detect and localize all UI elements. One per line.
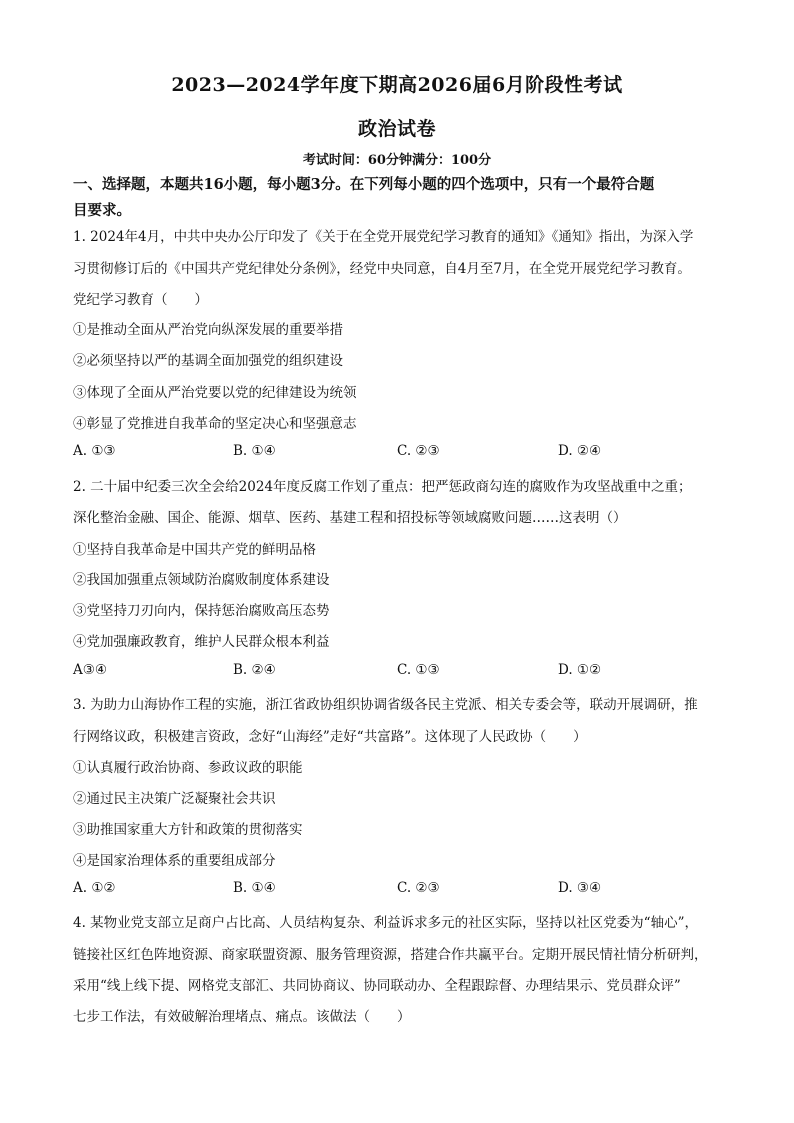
- question-1-statement: ②必须坚持以严的基调全面加强党的组织建设: [73, 353, 343, 369]
- question-3-stem: 3. 为助力山海协作工程的实施，浙江省政协组织协调省级各民主党派、相关专委会等，联动开展调研，推: [73, 697, 698, 713]
- question-2-options: [73, 662, 733, 682]
- question-4-stem: 采用“线上线下提、网格党支部汇、共同协商议、协同联动办、全程跟踪督、办理结果示、党员群众评”: [73, 978, 681, 994]
- question-1-options: [73, 443, 733, 463]
- option-b[interactable]: B. ①④: [233, 443, 276, 459]
- question-3-statement: ②通过民主决策广泛凝聚社会共识: [73, 791, 276, 807]
- question-1-stem: 党纪学习教育（ ）: [73, 292, 208, 308]
- option-d[interactable]: D. ①②: [558, 662, 602, 678]
- question-2-stem: 2. 二十届中纪委三次全会给2024年度反腐工作划了重点：把严惩政商勾连的腐败作为攻坚战重中之重；: [73, 479, 692, 495]
- option-a[interactable]: A. ①②: [73, 880, 116, 896]
- option-c[interactable]: C. ②③: [397, 880, 440, 896]
- exam-title: 2023—2024学年度下期高2026届6月阶段性考试: [171, 74, 623, 96]
- exam-time-info: 考试时间：60分钟满分：100分: [302, 153, 492, 168]
- question-3-statement: ④是国家治理体系的重要组成部分: [73, 853, 276, 869]
- question-2-statement: ①坚持自我革命是中国共产党的鲜明品格: [73, 542, 316, 558]
- question-3-options: [73, 880, 733, 900]
- section-heading-line: 一、选择题，本题共16小题，每小题3分。在下列每小题的四个选项中，只有一个最符合题: [73, 176, 655, 193]
- question-2-statement: ④党加强廉政教育，维护人民群众根本利益: [73, 634, 330, 650]
- option-b[interactable]: B. ①④: [233, 880, 276, 896]
- section-heading-line: 目要求。: [73, 202, 131, 219]
- option-c[interactable]: C. ②③: [397, 443, 440, 459]
- question-4-stem: 4. 某物业党支部立足商户占比高、人员结构复杂、利益诉求多元的社区实际，坚持以社区党委为“轴心”，: [73, 915, 698, 931]
- option-c[interactable]: C. ①③: [397, 662, 440, 678]
- question-4-stem: 链接社区红色阵地资源、商家联盟资源、服务管理资源，搭建合作共赢平台。定期开展民情社情分析研判，: [73, 947, 708, 963]
- option-d[interactable]: D. ③④: [558, 880, 602, 896]
- question-1-statement: ④彰显了党推进自我革命的坚定决心和坚强意志: [73, 416, 357, 432]
- option-a[interactable]: A③④: [73, 662, 107, 678]
- question-1-statement: ①是推动全面从严治党向纵深发展的重要举措: [73, 322, 343, 338]
- subject-title: 政治试卷: [357, 118, 436, 140]
- option-d[interactable]: D. ②④: [558, 443, 602, 459]
- section-heading: [73, 172, 733, 224]
- question-3-statement: ①认真履行政治协商、参政议政的职能: [73, 760, 303, 776]
- question-3-statement: ③助推国家重大方针和政策的贯彻落实: [73, 822, 303, 838]
- question-2-statement: ②我国加强重点领域防治腐败制度体系建设: [73, 572, 330, 588]
- question-2-statement: ③党坚持刀刃向内，保持惩治腐败高压态势: [73, 603, 330, 619]
- question-4-stem: 七步工作法，有效破解治理堵点、痛点。该做法（ ）: [73, 1009, 411, 1025]
- question-3-stem: 行网络议政，积极建言资政，念好“山海经”走好“共富路”。这体现了人民政协（ ）: [73, 729, 587, 745]
- option-a[interactable]: A. ①③: [73, 443, 116, 459]
- question-1-stem: 习贯彻修订后的《中国共产党纪律处分条例》，经党中央同意，自4月至7月，在全党开展党纪学习教育。: [73, 261, 691, 277]
- question-2-stem: 深化整治金融、国企、能源、烟草、医药、基建工程和招投标等领域腐败问题……这表明（）: [73, 510, 627, 526]
- option-b[interactable]: B. ②④: [233, 662, 276, 678]
- question-1-statement: ③体现了全面从严治党要以党的纪律建设为统领: [73, 385, 357, 401]
- question-1-stem: 1. 2024年4月，中共中央办公厅印发了《关于在全党开展党纪学习教育的通知》《通知》指出，为深入学: [73, 229, 694, 245]
